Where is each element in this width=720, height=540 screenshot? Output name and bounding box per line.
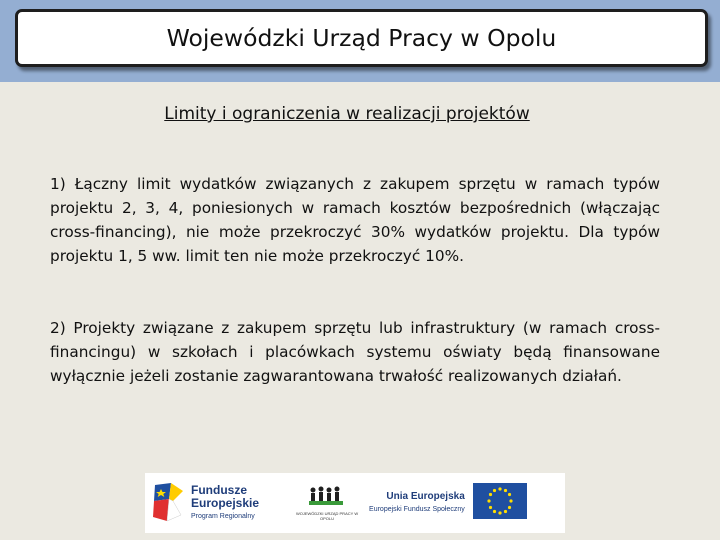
title-box [15, 9, 708, 67]
ue-line-2: Europejski Fundusz Społeczny [369, 506, 465, 513]
fe-line-1: Fundusze [191, 482, 247, 497]
wup-opole-logo [293, 485, 361, 521]
funding-logos [145, 473, 565, 533]
fe-line-2: Europejskie [191, 495, 260, 510]
fundusze-europejskie-logo [151, 481, 259, 525]
fe-star-icon [151, 481, 185, 525]
section-heading: Limity i ograniczenia w realizacji projektów [164, 104, 530, 124]
page-title: Wojewódzki Urząd Pracy w Opolu [166, 24, 557, 52]
eu-flag-icon [473, 483, 527, 523]
wup-caption: WOJEWÓDZKI URZĄD PRACY W OPOLU [295, 511, 359, 521]
ue-line-1: Unia Europejska [386, 491, 465, 502]
eu-text [369, 490, 465, 516]
fe-line-3: Program Regionalny [191, 512, 255, 520]
wup-figures-icon [307, 485, 347, 507]
paragraph-projects: 2) Projekty związane z zakupem sprzętu lub infrastruktury (w ramach cross-financingu) w szkołach i placówkach systemu oświaty będą finansowane wyłącznie jeżeli zostanie zagwarantowana trwałość realizowanych działań. [50, 319, 660, 385]
paragraph-limit: 1) Łączny limit wydatków związanych z zakupem sprzętu w ramach typów projektu 2, 3, 4, poniesionych w ramach kosztów bezpośrednich (włączając cross-financing), nie może przekroczyć 30% wydatków projektu. Dla typów projektu 1, 5 ww. limit ten nie może przekroczyć 10%. [50, 175, 660, 265]
